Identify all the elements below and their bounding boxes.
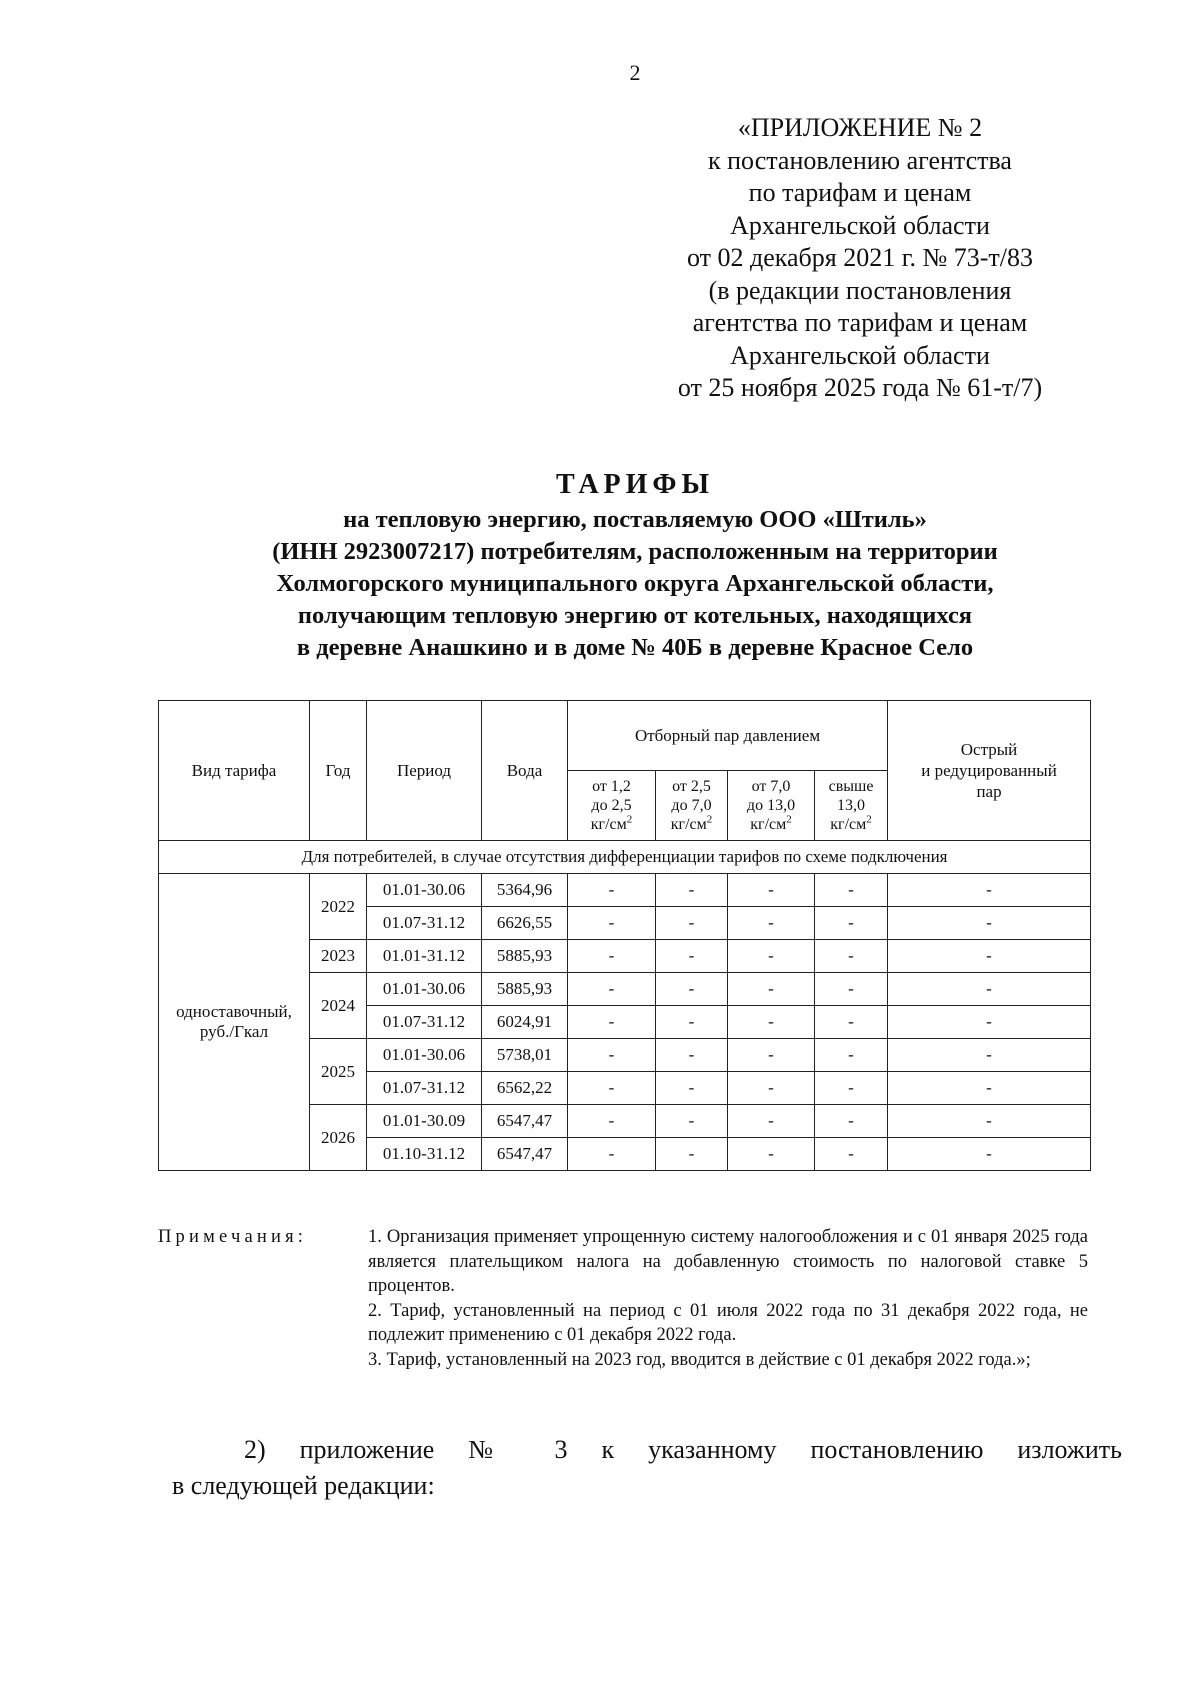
appendix-line: Архангельской области bbox=[730, 340, 990, 370]
period-cell: 01.07-31.12 bbox=[367, 1072, 482, 1105]
steam-cell: - bbox=[656, 874, 728, 907]
steam-cell: - bbox=[815, 1105, 888, 1138]
sharp-cell: - bbox=[888, 973, 1091, 1006]
header-sharp-l2: и редуцированный bbox=[921, 761, 1057, 780]
appendix-line: «ПРИЛОЖЕНИЕ № 2 bbox=[737, 113, 983, 142]
note-item: 2. Тариф, установленный на период с 01 июля 2022 года по 31 декабря 2022 года, не подлежит применению с 01 декабря 2022 года. bbox=[368, 1300, 1088, 1345]
year-cell: 2025 bbox=[310, 1039, 367, 1105]
period-cell: 01.01-31.12 bbox=[367, 940, 482, 973]
steam-cell: - bbox=[815, 940, 888, 973]
steam-cell: - bbox=[568, 1006, 656, 1039]
steam-cell: - bbox=[656, 1072, 728, 1105]
water-cell: 5885,93 bbox=[482, 973, 568, 1006]
period-cell: 01.01-30.09 bbox=[367, 1105, 482, 1138]
title-line: в деревне Анашкино и в доме № 40Б в деревне Красное Село bbox=[296, 634, 974, 661]
steam-1-l2: до 2,5 bbox=[591, 797, 632, 814]
steam-cell: - bbox=[728, 1006, 815, 1039]
appendix-line: от 02 декабря 2021 г. № 73-т/83 bbox=[686, 243, 1034, 272]
header-steam-4 bbox=[815, 771, 888, 841]
title-line: Холмогорского муниципального округа Архангельской области, bbox=[276, 570, 994, 597]
note-item: 1. Организация применяет упрощенную систему налогообложения и с 01 января 2025 года является плательщиком налога на добавленную стоимость по налоговой ставке 5 процентов. bbox=[368, 1227, 1088, 1296]
appendix-line: к постановлению агентства bbox=[708, 145, 1012, 175]
sharp-cell: - bbox=[888, 940, 1091, 973]
appendix-line: от 25 ноября 2025 года № 61-т/7) bbox=[677, 373, 1043, 402]
steam-cell: - bbox=[728, 1138, 815, 1171]
period-cell: 01.07-31.12 bbox=[367, 907, 482, 940]
steam-4-exp: 2 bbox=[866, 813, 872, 826]
steam-cell: - bbox=[815, 874, 888, 907]
steam-cell: - bbox=[656, 907, 728, 940]
sharp-cell: - bbox=[888, 1006, 1091, 1039]
steam-cell: - bbox=[728, 1072, 815, 1105]
period-cell: 01.07-31.12 bbox=[367, 1006, 482, 1039]
steam-3-l2: до 13,0 bbox=[746, 797, 796, 814]
notes-body bbox=[368, 1225, 1088, 1372]
tariff-label-l1: одноставочный, bbox=[176, 1002, 292, 1021]
sharp-cell: - bbox=[888, 907, 1091, 940]
title-line: (ИНН 2923007217) потребителям, расположенным на территории bbox=[272, 538, 998, 565]
steam-2-l2: до 7,0 bbox=[671, 797, 712, 814]
steam-cell: - bbox=[728, 1039, 815, 1072]
steam-2-unit: кг/см bbox=[670, 816, 707, 833]
steam-1-unit: кг/см bbox=[590, 816, 627, 833]
steam-cell: - bbox=[568, 940, 656, 973]
water-cell: 6024,91 bbox=[482, 1006, 568, 1039]
header-sharp-l1: Острый bbox=[960, 740, 1018, 759]
steam-cell: - bbox=[815, 1072, 888, 1105]
final-paragraph bbox=[172, 1432, 1122, 1504]
header-tariff-type: Вид тарифа bbox=[159, 701, 310, 841]
header-steam-3 bbox=[728, 771, 815, 841]
header-steam-1 bbox=[568, 771, 656, 841]
final-line-2: в следующей редакции: bbox=[172, 1471, 435, 1500]
tariff-table bbox=[158, 700, 1091, 1171]
appendix-line: Архангельской области bbox=[730, 210, 990, 240]
steam-1-l1: от 1,2 bbox=[592, 778, 631, 795]
steam-cell: - bbox=[728, 874, 815, 907]
year-cell: 2024 bbox=[310, 973, 367, 1039]
steam-cell: - bbox=[568, 1039, 656, 1072]
header-water: Вода bbox=[482, 701, 568, 841]
period-cell: 01.10-31.12 bbox=[367, 1138, 482, 1171]
steam-1-exp: 2 bbox=[626, 813, 633, 826]
steam-cell: - bbox=[568, 1105, 656, 1138]
note-item: 3. Тариф, установленный на 2023 год, вводится в действие с 01 декабря 2022 года.»; bbox=[368, 1349, 1031, 1370]
tariff-label-cell bbox=[159, 874, 310, 1171]
water-cell: 6547,47 bbox=[482, 1138, 568, 1171]
sharp-cell: - bbox=[888, 874, 1091, 907]
steam-cell: - bbox=[815, 1006, 888, 1039]
appendix-line: по тарифам и ценам bbox=[748, 178, 972, 207]
header-sharp-steam bbox=[888, 701, 1091, 841]
appendix-line: (в редакции постановления bbox=[708, 275, 1012, 305]
steam-cell: - bbox=[728, 973, 815, 1006]
water-cell: 6626,55 bbox=[482, 907, 568, 940]
appendix-line: агентства по тарифам и ценам bbox=[692, 308, 1028, 337]
period-cell: 01.01-30.06 bbox=[367, 874, 482, 907]
year-cell: 2022 bbox=[310, 874, 367, 940]
water-cell: 5738,01 bbox=[482, 1039, 568, 1072]
steam-cell: - bbox=[656, 940, 728, 973]
year-cell: 2023 bbox=[310, 940, 367, 973]
steam-cell: - bbox=[728, 907, 815, 940]
steam-3-unit: кг/см bbox=[750, 816, 787, 833]
steam-3-l1: от 7,0 bbox=[751, 778, 791, 795]
water-cell: 6562,22 bbox=[482, 1072, 568, 1105]
steam-cell: - bbox=[568, 1138, 656, 1171]
steam-2-exp: 2 bbox=[706, 813, 713, 826]
steam-cell: - bbox=[568, 973, 656, 1006]
water-cell: 6547,47 bbox=[482, 1105, 568, 1138]
final-line-1: 2) приложение № 3 к указанному постановлению изложить bbox=[244, 1435, 1122, 1464]
steam-cell: - bbox=[815, 1039, 888, 1072]
page-number: 2 bbox=[629, 60, 641, 85]
steam-2-l1: от 2,5 bbox=[672, 778, 711, 795]
sharp-cell: - bbox=[888, 1105, 1091, 1138]
table-row bbox=[159, 874, 1091, 907]
steam-cell: - bbox=[815, 907, 888, 940]
header-year: Год bbox=[310, 701, 367, 841]
steam-cell: - bbox=[815, 1138, 888, 1171]
period-cell: 01.01-30.06 bbox=[367, 1039, 482, 1072]
header-sharp-l3: пар bbox=[976, 782, 1002, 801]
steam-cell: - bbox=[815, 973, 888, 1006]
water-cell: 5885,93 bbox=[482, 940, 568, 973]
section-label: Для потребителей, в случае отсутствия дифференциации тарифов по схеме подключения bbox=[159, 841, 1091, 874]
sharp-cell: - bbox=[888, 1039, 1091, 1072]
document-title bbox=[0, 468, 1200, 664]
header-steam-2 bbox=[656, 771, 728, 841]
steam-cell: - bbox=[728, 940, 815, 973]
year-cell: 2026 bbox=[310, 1105, 367, 1171]
title-main: ТАРИФЫ bbox=[556, 469, 714, 500]
period-cell: 01.01-30.06 bbox=[367, 973, 482, 1006]
header-steam-group: Отборный пар давлением bbox=[568, 701, 888, 771]
steam-cell: - bbox=[568, 907, 656, 940]
steam-cell: - bbox=[656, 973, 728, 1006]
tariff-label-l2: руб./Гкал bbox=[199, 1022, 269, 1041]
steam-3-exp: 2 bbox=[786, 813, 792, 826]
steam-cell: - bbox=[656, 1105, 728, 1138]
header-period: Период bbox=[367, 701, 482, 841]
steam-cell: - bbox=[656, 1006, 728, 1039]
steam-4-l2: 13,0 bbox=[837, 797, 865, 814]
title-line: получающим тепловую энергию от котельных, находящихся bbox=[297, 602, 973, 629]
steam-4-unit: кг/см bbox=[830, 816, 867, 833]
sharp-cell: - bbox=[888, 1138, 1091, 1171]
steam-cell: - bbox=[656, 1138, 728, 1171]
title-line: на тепловую энергию, поставляемую ООО «Штиль» bbox=[343, 506, 927, 533]
water-cell: 5364,96 bbox=[482, 874, 568, 907]
steam-cell: - bbox=[568, 1072, 656, 1105]
steam-cell: - bbox=[568, 874, 656, 907]
steam-cell: - bbox=[656, 1039, 728, 1072]
notes-label: Примечания: bbox=[158, 1227, 308, 1247]
steam-4-l1: свыше bbox=[828, 778, 874, 795]
sharp-cell: - bbox=[888, 1072, 1091, 1105]
steam-cell: - bbox=[728, 1105, 815, 1138]
appendix-header bbox=[600, 112, 1120, 405]
